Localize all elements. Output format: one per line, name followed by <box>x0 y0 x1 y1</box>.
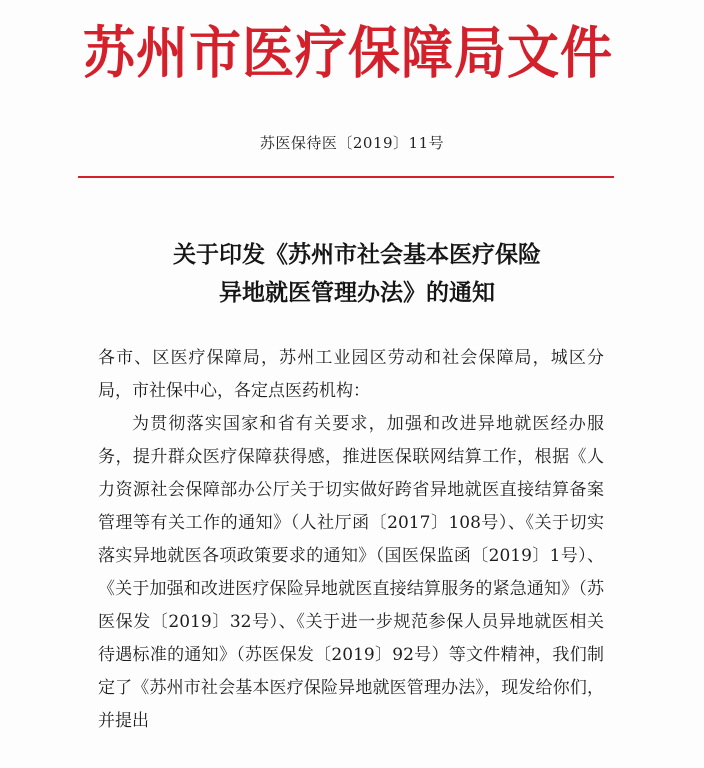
body-paragraph: 为贯彻落实国家和省有关要求，加强和改进异地就医经办服务，提升群众医疗保障获得感，推进医保联网结算工作，根据《人力资源社会保障部办公厅关于切实做好跨省异地就医直接结算备案管理等有关工作的通知》（人社厅函〔2017〕108号）、《关于切实落实异地就医各项政策要求的通知》（国医保监函〔2019〕1号）、《关于加强和改进医疗保险异地就医直接结算服务的紧急通知》（苏医保发〔2019〕32号）、《关于进一步规范参保人员异地就医相关待遇标准的通知》（苏医保发〔2019〕92号）等文件精神，我们制定了《苏州市社会基本医疗保险异地就医管理办法》，现发给你们，并提出 <box>98 414 604 731</box>
addressee-paragraph: 各市、区医疗保障局，苏州工业园区劳动和社会保障局，城区分局，市社保中心，各定点医药机构： <box>98 348 604 401</box>
notice-title <box>0 236 704 312</box>
document-header <box>0 12 704 96</box>
notice-title-line-2: 异地就医管理办法》的通知 <box>219 280 495 306</box>
document-number: 苏医保待医〔2019〕11号 <box>259 134 445 152</box>
document-body <box>98 342 604 738</box>
notice-title-line-1: 关于印发《苏州市社会基本医疗保险 <box>173 242 541 268</box>
issuer-title: 苏州市医疗保障局文件 <box>82 21 613 87</box>
red-divider-line <box>78 176 614 178</box>
